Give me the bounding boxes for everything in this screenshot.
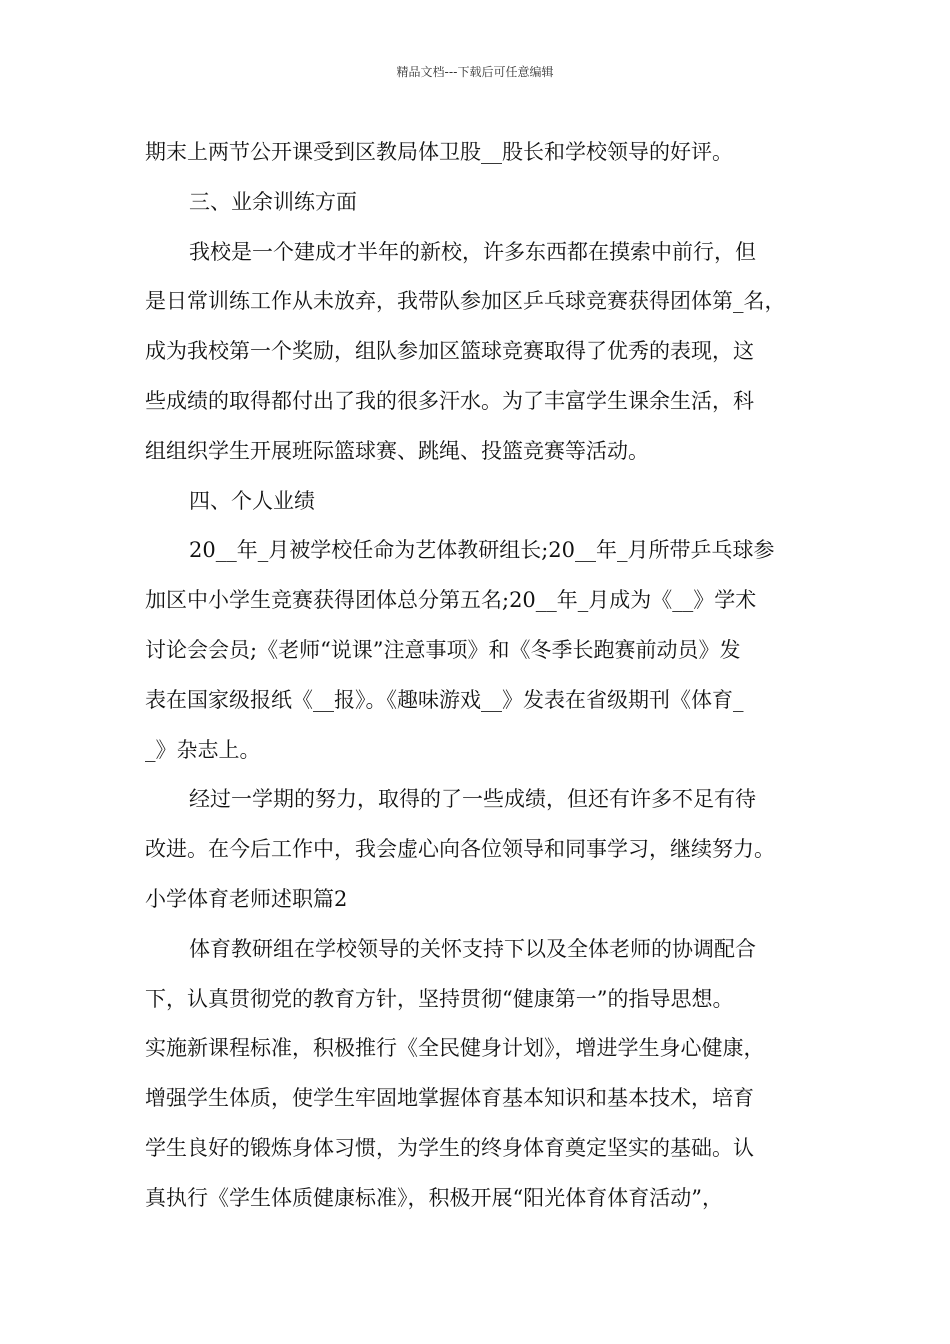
text-line: 成为我校第一个奖励，组队参加区篮球竞赛取得了优秀的表现，这 xyxy=(145,339,754,364)
text-line: 我校是一个建成才半年的新校，许多东西都在摸索中前行，但 xyxy=(189,239,756,264)
text-line: 改进。在今后工作中，我会虚心向各位领导和同事学习，继续努力。 xyxy=(145,837,775,862)
text-line: 小学体育老师述职篇2 xyxy=(145,886,348,911)
text-line: 学生良好的锻炼身体习惯，为学生的终身体育奠定坚实的基础。认 xyxy=(145,1135,754,1160)
text-line: 下，认真贯彻党的教育方针，坚持贯彻“健康第一”的指导思想。 xyxy=(145,986,734,1011)
text-line: 三、业余训练方面 xyxy=(189,189,357,214)
text-line: 讨论会会员;《老师“说课”注意事项》和《冬季长跑赛前动员》发 xyxy=(145,637,741,662)
text-line: _》杂志上。 xyxy=(145,737,261,762)
text-line: 四、个人业绩 xyxy=(189,488,315,513)
document-body xyxy=(145,128,815,1224)
text-line: 期末上两节公开课受到区教局体卫股__股长和学校领导的好评。 xyxy=(145,140,733,164)
text-line: 20__年_月被学校任命为艺体教研组长;20__年_月所带乒乓球参 xyxy=(189,538,775,563)
text-line: 增强学生体质，使学生牢固地掌握体育基本知识和基本技术，培育 xyxy=(145,1086,754,1111)
text-line: 些成绩的取得都付出了我的很多汗水。为了丰富学生课余生活，科 xyxy=(145,388,754,413)
text-line: 是日常训练工作从未放弃，我带队参加区乒乓球竞赛获得团体第_名， xyxy=(145,289,786,314)
text-line: 加区中小学生竞赛获得团体总分第五名;20__年_月成为《__》学术 xyxy=(145,588,757,613)
text-line: 实施新课程标准，积极推行《全民健身计划》，增进学生身心健康， xyxy=(145,1036,765,1061)
page-header: 精品文档---下载后可任意编辑 xyxy=(396,65,554,79)
text-line: 真执行《学生体质健康标准》，积极开展“阳光体育体育活动”， xyxy=(145,1185,723,1210)
text-line: 表在国家级报纸《__报》。《趣味游戏__》发表在省级期刊《体育_ xyxy=(145,687,744,712)
text-line: 经过一学期的努力，取得的了一些成绩，但还有许多不足有待 xyxy=(189,787,756,812)
text-line: 组组织学生开展班际篮球赛、跳绳、投篮竞赛等活动。 xyxy=(145,438,649,463)
text-line: 体育教研组在学校领导的关怀支持下以及全体老师的协调配合 xyxy=(189,936,756,961)
